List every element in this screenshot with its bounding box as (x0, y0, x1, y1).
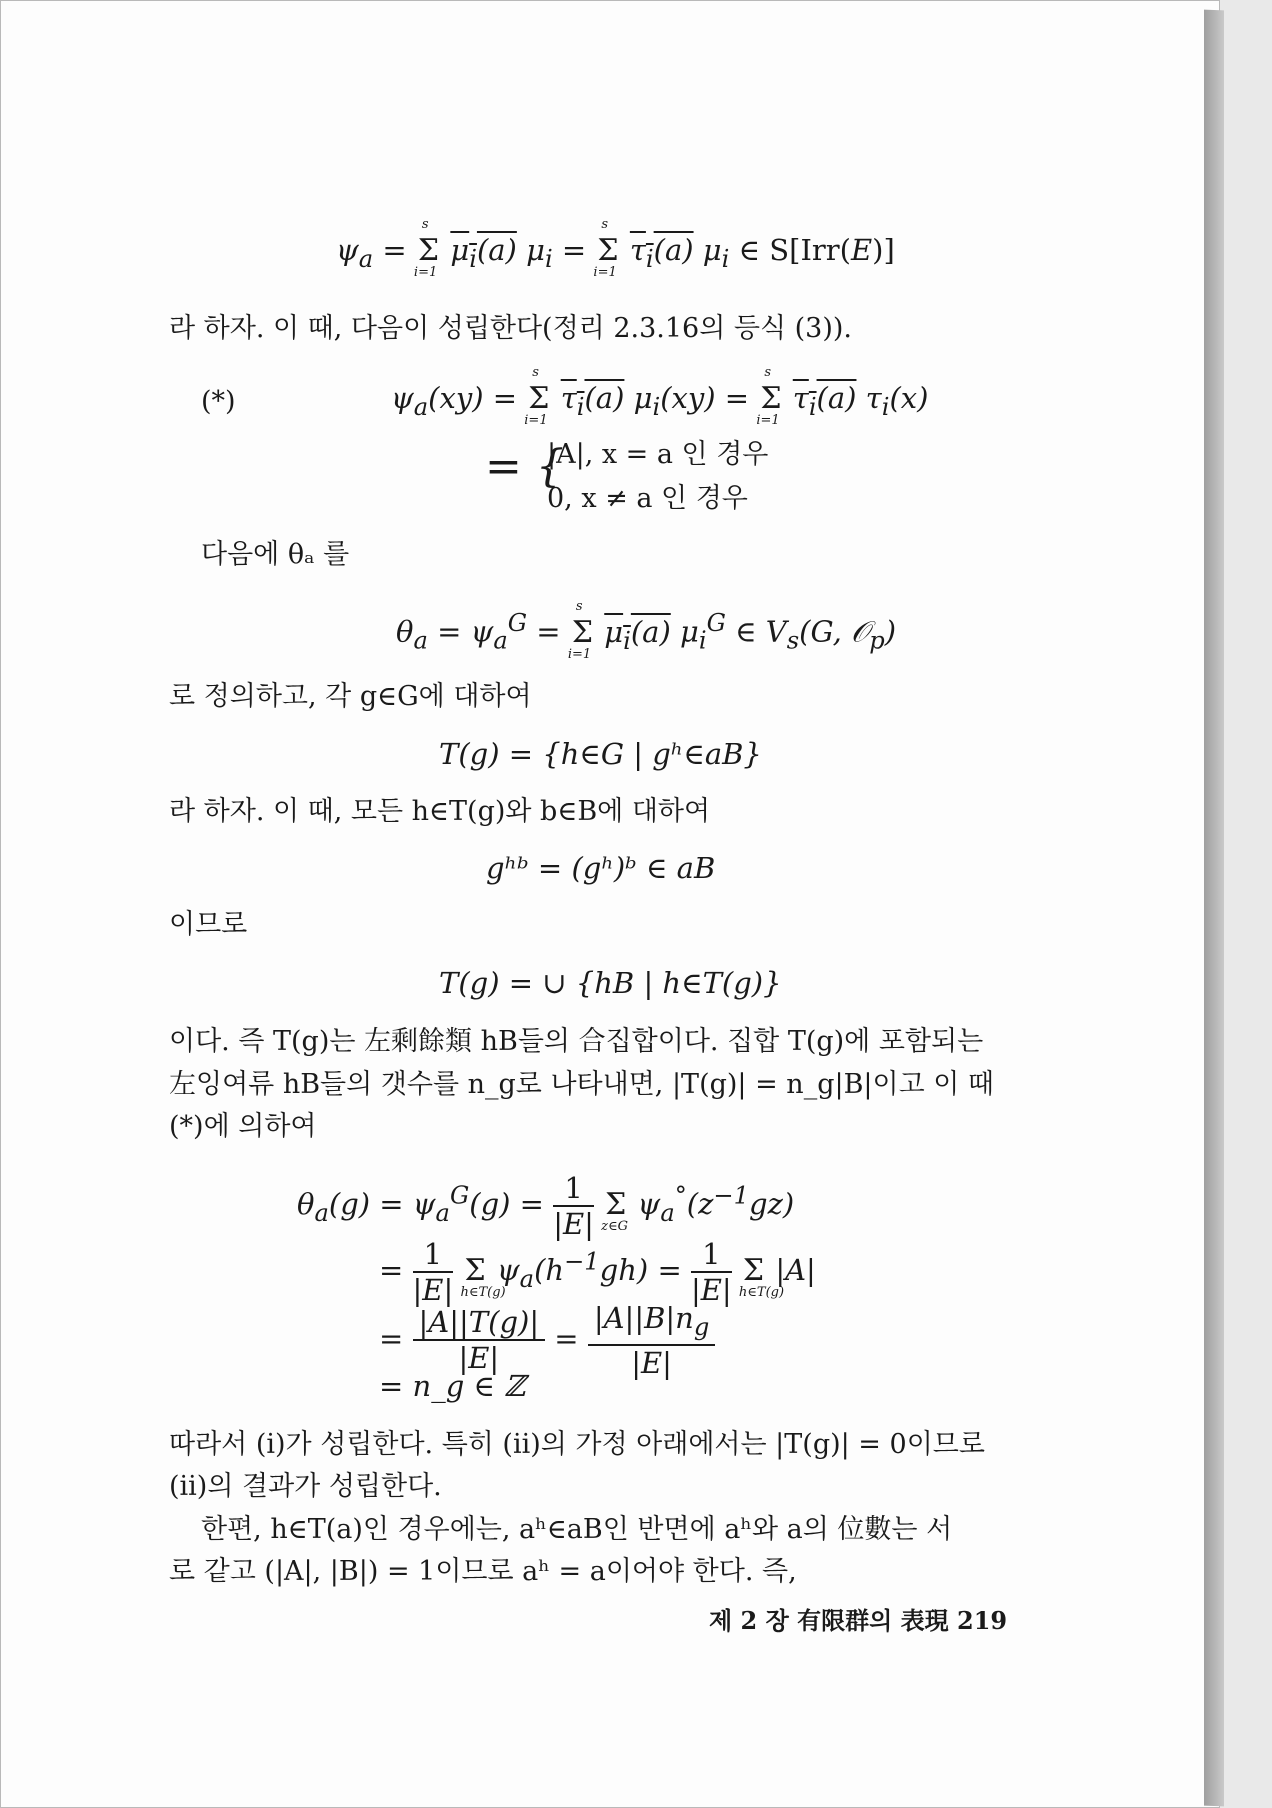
equation-final-line-3: = $\frac{|A||T(g)|}{|E|}$ = $\frac{|A||B|n_g}{|E|}$ (379, 1301, 715, 1380)
page-footer: 제 2 장 有限群의 表現 219 (709, 1606, 1008, 1635)
paragraph-line: 로 정의하고, 각 g∈G에 대하여 (169, 681, 532, 712)
case-brace: = { (485, 441, 564, 492)
equation-psi-definition: $\psi_a = \Sigma$ s i=1 $\mu_i(a) \mu_i = \Sigma$ s i=1 $\tau_i(a)$ $\mu_i$ ∈ S[Irr(E)] (336, 217, 895, 280)
equation-ghb: gʰᵇ = (gʰ)ᵇ ∈ aB (486, 851, 716, 885)
paragraph-line: 따라서 (i)가 성립한다. 특히 (ii)의 가정 아래에서는 |T(g)| = 0이므로 (169, 1429, 985, 1460)
case-line: 0, x ≠ a 인 경우 (547, 483, 748, 514)
paragraph-line: 이므로 (169, 909, 248, 940)
case-line: |A|, x = a 인 경우 (547, 439, 769, 470)
paragraph-line: 라 하자. 이 때, 모든 h∈T(g)와 b∈B에 대하여 (169, 796, 711, 827)
equation-final-line-4: = n_g ∈ ℤ (379, 1369, 526, 1403)
equation-theta: $\theta_a = \psi_a^G = \Sigma$ s i=1 $\mu_i(a)$ $\mu_i^G$ ∈ $V_s(G$, 𝒪$_p$) (396, 598, 897, 662)
equation-final-line-1: $\theta_a(g) = \psi_a^G(g)$ = $\frac{1}{|E|}$ Σ z∈G $\psi_a^\circ(z^{-1}gz)$ (297, 1171, 795, 1241)
equation-final-line-2: = $\frac{1}{|E|}$ Σ h∈T(g) $\psi_a(h^{-1}gh)$ = $\frac{1}{|E|}$ Σ h∈T(g) |A| (379, 1237, 816, 1307)
equation-union: T(g) = ∪ {hB | h∈T(g)} (439, 966, 782, 1000)
equation-label: (*) (201, 386, 236, 417)
paragraph-line: (*)에 의하여 (169, 1111, 317, 1142)
paragraph-line: 로 같고 (|A|, |B|) = 1이므로 aʰ = a이어야 한다. 즉, (169, 1556, 797, 1587)
equation-star: $\psi_a(xy) = \Sigma$ s i=1 $\tau_i(a) \mu_i(xy) = \Sigma$ s i=1 $\tau_i(a)$ $\tau_i(x)$ (391, 365, 929, 428)
paragraph-line: 이다. 즉 T(g)는 左剩餘類 hB들의 合집합이다. 집합 T(g)에 포함되는 (169, 1026, 984, 1057)
paragraph-line: 라 하자. 이 때, 다음이 성립한다(정리 2.3.16의 등식 (3)). (169, 313, 852, 344)
paragraph-line: 左잉여류 hB들의 갯수를 n_g로 나타내면, |T(g)| = n_g|B|이고 이 때 (169, 1069, 995, 1100)
equation-T-definition: T(g) = {h∈G | gʰ∈aB} (439, 737, 762, 771)
paragraph-line: 다음에 θₐ 를 (201, 539, 350, 570)
page-edge-shadow (1204, 10, 1224, 1807)
paragraph-line: (ii)의 결과가 성립한다. (169, 1471, 442, 1502)
paragraph-line: 한편, h∈T(a)인 경우에는, aʰ∈aB인 반면에 aʰ와 a의 位數는 서 (201, 1514, 953, 1545)
